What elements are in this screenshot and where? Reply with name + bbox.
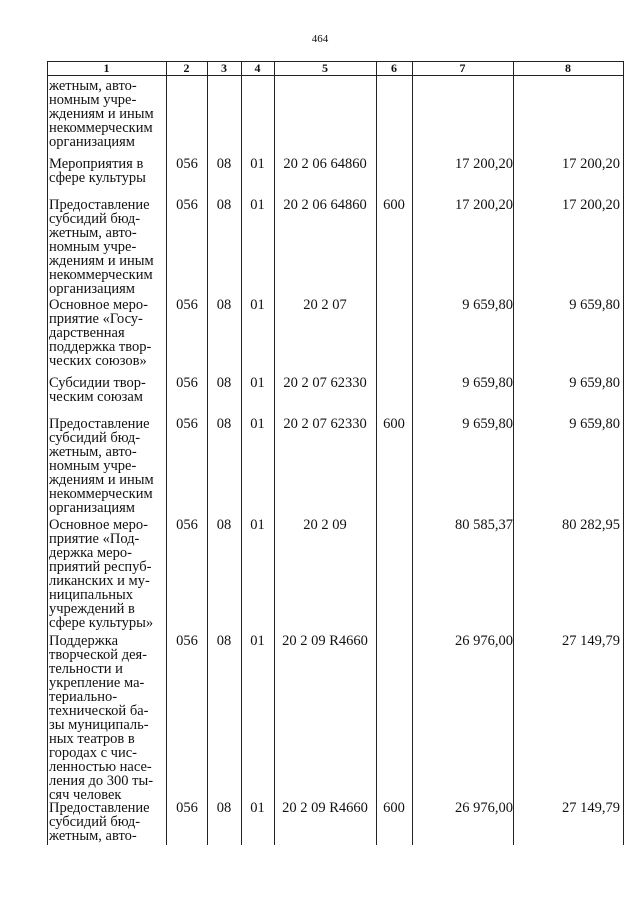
row-name-line: некоммерческим xyxy=(49,120,153,136)
row-name-line: приятие «Госу- xyxy=(49,311,143,327)
header-col-8: 8 xyxy=(565,61,571,75)
row-name-line: ждениям и иным xyxy=(49,253,154,269)
header-col-5: 5 xyxy=(322,61,328,75)
row-name-line: номным учре- xyxy=(49,239,137,255)
section-cell: 08 xyxy=(216,633,232,649)
row-name-line: укрепление ма- xyxy=(49,675,145,691)
subsection-cell: 01 xyxy=(250,197,265,213)
row-name-line: некоммерческим xyxy=(49,486,153,502)
row-name-line: сфере культуры xyxy=(49,170,146,186)
target-article-cell: 20 2 09 R4660 xyxy=(282,633,368,649)
row-name-line: Предоставление xyxy=(49,416,150,432)
section-cell: 08 xyxy=(216,416,232,432)
target-article-cell: 20 2 07 xyxy=(303,297,347,313)
row-name-line: организациям xyxy=(49,281,135,297)
row-name-line: жетным, авто- xyxy=(49,444,137,460)
row-name-line: ления до 300 ты- xyxy=(49,773,154,789)
gov-code-cell: 056 xyxy=(176,416,198,432)
gov-code-cell: 056 xyxy=(176,156,198,172)
row-name-line: городах с чис- xyxy=(49,745,137,761)
row-name-line: субсидий бюд- xyxy=(49,211,141,227)
amount-year1-cell: 26 976,00 xyxy=(455,800,513,816)
col-border xyxy=(513,61,514,845)
row-name-line: субсидий бюд- xyxy=(49,814,141,830)
target-article-cell: 20 2 06 64860 xyxy=(283,156,367,172)
header-col-6: 6 xyxy=(391,61,397,75)
col-border xyxy=(274,61,275,845)
expense-type-cell: 600 xyxy=(383,800,405,816)
header-bottom-border xyxy=(47,75,624,76)
gov-code-cell: 056 xyxy=(176,633,198,649)
col-border xyxy=(207,61,208,845)
row-name-cell xyxy=(49,198,165,296)
expense-type-cell: 600 xyxy=(383,416,405,432)
amount-year2-cell: 17 200,20 xyxy=(562,156,620,172)
section-cell: 08 xyxy=(216,156,232,172)
amount-year2-cell: 80 282,95 xyxy=(562,517,620,533)
row-name-line: Субсидии твор- xyxy=(49,375,146,391)
amount-year1-cell: 17 200,20 xyxy=(455,197,513,213)
row-name-line: поддержка твор- xyxy=(49,339,152,355)
col-border xyxy=(241,61,242,845)
budget-table xyxy=(47,61,624,845)
amount-year1-cell: 9 659,80 xyxy=(462,297,513,313)
amount-year1-cell: 9 659,80 xyxy=(462,416,513,432)
amount-year2-cell: 27 149,79 xyxy=(562,800,620,816)
row-name-line: организациям xyxy=(49,134,135,150)
target-article-cell: 20 2 09 xyxy=(303,517,347,533)
amount-year1-cell: 26 976,00 xyxy=(455,633,513,649)
row-name-line: приятие «Под- xyxy=(49,531,140,547)
amount-year2-cell: 9 659,80 xyxy=(569,416,620,432)
row-name-line: ных театров в xyxy=(49,731,135,747)
row-name-line: номным учре- xyxy=(49,458,137,474)
row-name-line: ческим союзам xyxy=(49,389,143,405)
target-article-cell: 20 2 06 64860 xyxy=(283,197,367,213)
row-name-line: ленностью насе- xyxy=(49,759,152,775)
row-name-line: технической ба- xyxy=(49,703,149,719)
row-name-line: творческой дея- xyxy=(49,647,148,663)
gov-code-cell: 056 xyxy=(176,517,198,533)
target-article-cell: 20 2 07 62330 xyxy=(283,416,367,432)
subsection-cell: 01 xyxy=(250,156,265,172)
amount-year1-cell: 80 585,37 xyxy=(455,517,513,533)
row-name-line: ческих союзов» xyxy=(49,353,147,369)
row-name-line: териально- xyxy=(49,689,118,705)
row-name-line: ждениям и иным xyxy=(49,106,154,122)
row-name-line: некоммерческим xyxy=(49,267,153,283)
col-border xyxy=(47,61,48,845)
col-border xyxy=(623,61,624,845)
amount-year2-cell: 17 200,20 xyxy=(562,197,620,213)
section-cell: 08 xyxy=(216,375,232,391)
col-border xyxy=(166,61,167,845)
row-name-cell xyxy=(49,157,165,185)
header-col-2: 2 xyxy=(183,61,190,75)
row-name-line: учреждений в xyxy=(49,601,135,617)
subsection-cell: 01 xyxy=(250,633,265,649)
row-name-cell xyxy=(49,79,165,149)
col-border xyxy=(376,61,377,845)
header-col-4: 4 xyxy=(254,61,261,75)
row-name-line: Основное меро- xyxy=(49,517,148,533)
subsection-cell: 01 xyxy=(250,517,265,533)
row-name-line: ликанских и му- xyxy=(49,573,150,589)
row-name-line: дарственная xyxy=(49,325,125,341)
subsection-cell: 01 xyxy=(250,416,265,432)
target-article-cell: 20 2 09 R4660 xyxy=(282,800,368,816)
row-name-line: Мероприятия в xyxy=(49,156,144,172)
amount-year2-cell: 9 659,80 xyxy=(569,375,620,391)
row-name-line: ждениям и иным xyxy=(49,472,154,488)
section-cell: 08 xyxy=(216,297,232,313)
header-col-3: 3 xyxy=(221,61,227,75)
amount-year2-cell: 27 149,79 xyxy=(562,633,620,649)
gov-code-cell: 056 xyxy=(176,800,198,816)
gov-code-cell: 056 xyxy=(176,197,198,213)
row-name-line: жетным, авто- xyxy=(49,828,137,844)
subsection-cell: 01 xyxy=(250,800,265,816)
row-name-line: приятий респуб- xyxy=(49,559,152,575)
row-name-line: Поддержка xyxy=(49,633,119,649)
section-cell: 08 xyxy=(216,517,232,533)
row-name-line: жетным, авто- xyxy=(49,78,137,94)
amount-year1-cell: 9 659,80 xyxy=(462,375,513,391)
row-name-line: сяч человек xyxy=(49,787,122,803)
expense-type-cell: 600 xyxy=(383,197,405,213)
section-cell: 08 xyxy=(216,197,232,213)
subsection-cell: 01 xyxy=(250,297,265,313)
col-border xyxy=(412,61,413,845)
subsection-cell: 01 xyxy=(250,375,265,391)
row-name-line: организациям xyxy=(49,500,135,516)
row-name-cell xyxy=(49,634,165,802)
header-col-1: 1 xyxy=(103,61,110,75)
gov-code-cell: 056 xyxy=(176,375,198,391)
page-number: 464 xyxy=(311,33,329,45)
target-article-cell: 20 2 07 62330 xyxy=(283,375,367,391)
row-name-line: держка меро- xyxy=(49,545,132,561)
row-name-line: субсидий бюд- xyxy=(49,430,141,446)
row-name-cell xyxy=(49,417,165,515)
row-name-cell xyxy=(49,376,165,404)
row-name-line: ниципальных xyxy=(49,587,133,603)
section-cell: 08 xyxy=(216,800,232,816)
amount-year1-cell: 17 200,20 xyxy=(455,156,513,172)
row-name-cell xyxy=(49,518,165,630)
row-name-line: Предоставление xyxy=(49,197,150,213)
row-name-line: Предоставление xyxy=(49,800,150,816)
row-name-line: сфере культуры» xyxy=(49,615,154,631)
row-name-line: тельности и xyxy=(49,661,123,677)
amount-year2-cell: 9 659,80 xyxy=(569,297,620,313)
gov-code-cell: 056 xyxy=(176,297,198,313)
row-name-cell xyxy=(49,298,165,368)
row-name-cell xyxy=(49,801,165,843)
row-name-line: Основное меро- xyxy=(49,297,148,313)
header-col-7: 7 xyxy=(459,61,466,75)
row-name-line: номным учре- xyxy=(49,92,137,108)
row-name-line: жетным, авто- xyxy=(49,225,137,241)
row-name-line: зы муниципаль- xyxy=(49,717,149,733)
